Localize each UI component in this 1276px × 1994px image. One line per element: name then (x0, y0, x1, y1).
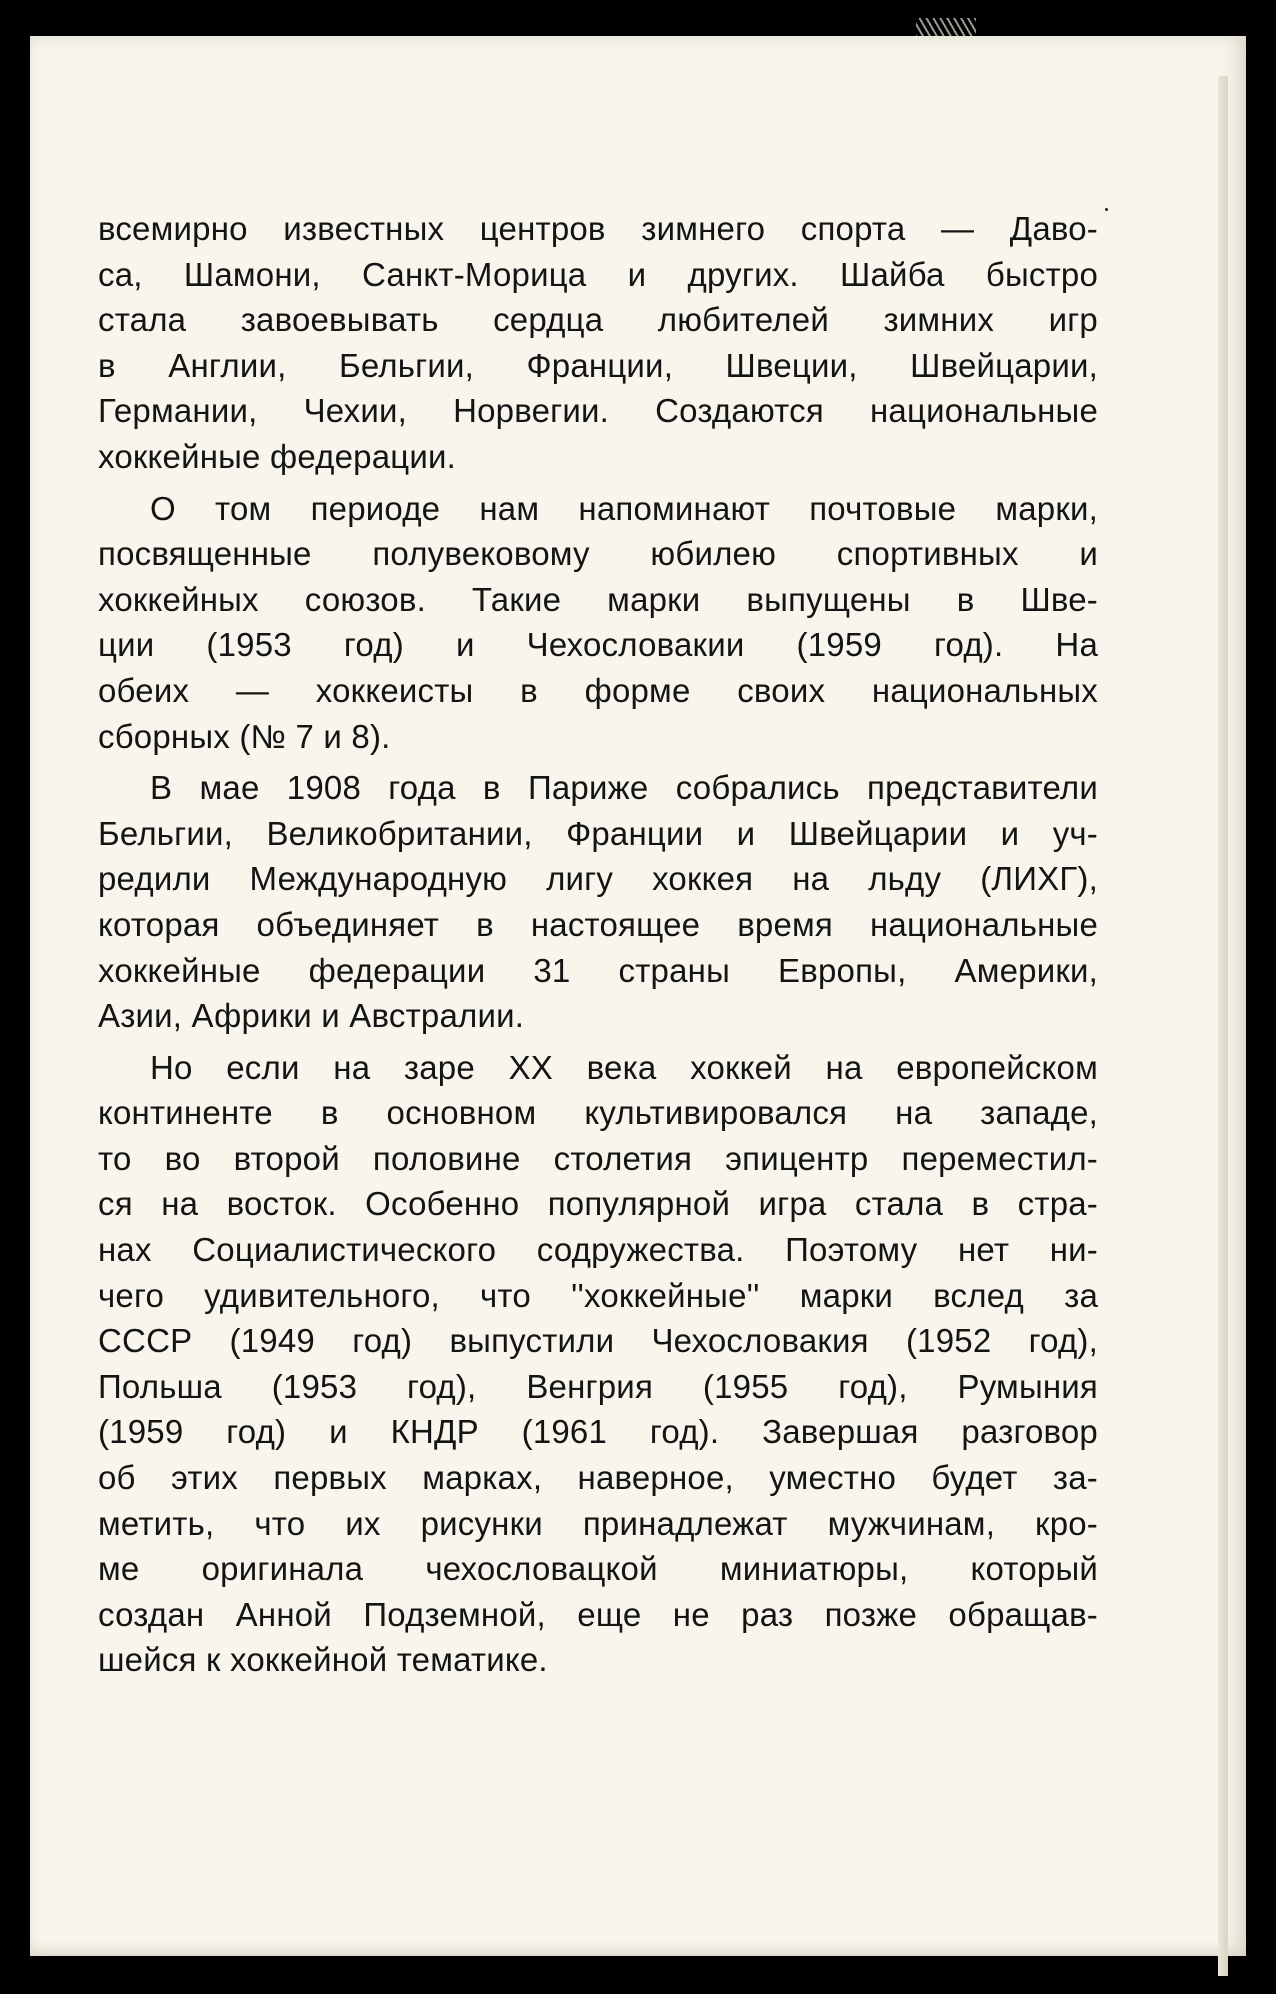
text-line: об этих первых марках, наверное, уместно будет за- (98, 1459, 1098, 1497)
text-line: шейся к хоккейной тематике. (98, 1641, 548, 1679)
text-line: Польша (1953 год), Венгрия (1955 год), Румыния (98, 1367, 1098, 1405)
text-line: сборных (№ 7 и 8). (98, 717, 391, 755)
text-line: ся на восток. Особенно популярной игра стала в стра- (98, 1185, 1098, 1223)
text-line: СССР (1949 год) выпустили Чехословакия (1952 год), (98, 1322, 1098, 1360)
text-line: ме оригинала чехословацкой миниатюры, который (98, 1550, 1098, 1588)
text-line: Бельгии, Великобритании, Франции и Швейцарии и уч- (98, 814, 1098, 852)
text-line: хоккейные федерации 31 страны Европы, Америки, (98, 951, 1098, 989)
page-edge-shadow (1218, 76, 1228, 1976)
text-line: нах Социалистического содружества. Поэтому нет ни- (98, 1231, 1098, 1269)
text-line: ции (1953 год) и Чехословакии (1959 год). На (98, 626, 1098, 664)
paragraph-4 (98, 1045, 1098, 1683)
text-line: стала завоевывать сердца любителей зимних игр (98, 301, 1098, 339)
text-line: Германии, Чехии, Норвегии. Создаются национальные (98, 392, 1098, 430)
text-line: посвященные полувековому юбилею спортивных и (98, 535, 1098, 573)
text-line: которая объединяет в настоящее время национальные (98, 905, 1098, 943)
text-line: обеих — хоккеисты в форме своих национальных (98, 671, 1098, 709)
paragraph-3 (98, 765, 1098, 1039)
text-line: метить, что их рисунки принадлежат мужчинам, кро- (98, 1504, 1098, 1542)
text-line: (1959 год) и КНДР (1961 год). Завершая разговор (98, 1413, 1098, 1451)
text-line: са, Шамони, Санкт-Морица и других. Шайба быстро (98, 255, 1098, 293)
paragraph-2 (98, 486, 1098, 760)
paragraph-1 (98, 206, 1098, 480)
text-line: в Англии, Бельгии, Франции, Швеции, Швейцарии, (98, 346, 1098, 384)
text-line: Но если на заре XX века хоккей на европейском (150, 1048, 1098, 1086)
text-line: Азии, Африки и Австралии. (98, 997, 525, 1035)
body-text (98, 206, 1098, 1683)
text-line: В мае 1908 года в Париже собрались представители (150, 769, 1098, 807)
text-line: континенте в основном культивировался на западе, (98, 1094, 1098, 1132)
text-line: О том периоде нам напоминают почтовые марки, (150, 489, 1098, 527)
text-line: всемирно известных центров зимнего спорта — Даво- (98, 210, 1098, 247)
text-line: то во второй половине столетия эпицентр переместил- (98, 1139, 1098, 1177)
text-line: создан Анной Подземной, еще не раз позже обращав- (98, 1595, 1098, 1633)
text-line: хоккейные федерации. (98, 437, 457, 475)
text-line: хоккейных союзов. Такие марки выпущены в Шве- (98, 580, 1098, 618)
book-page (30, 36, 1246, 1956)
print-speck (1105, 208, 1108, 211)
page-corner-wear (916, 18, 976, 38)
text-line: чего удивительного, что ''хоккейные'' марки вслед за (98, 1276, 1098, 1314)
text-line: редили Международную лигу хоккея на льду (ЛИХГ), (98, 860, 1098, 898)
